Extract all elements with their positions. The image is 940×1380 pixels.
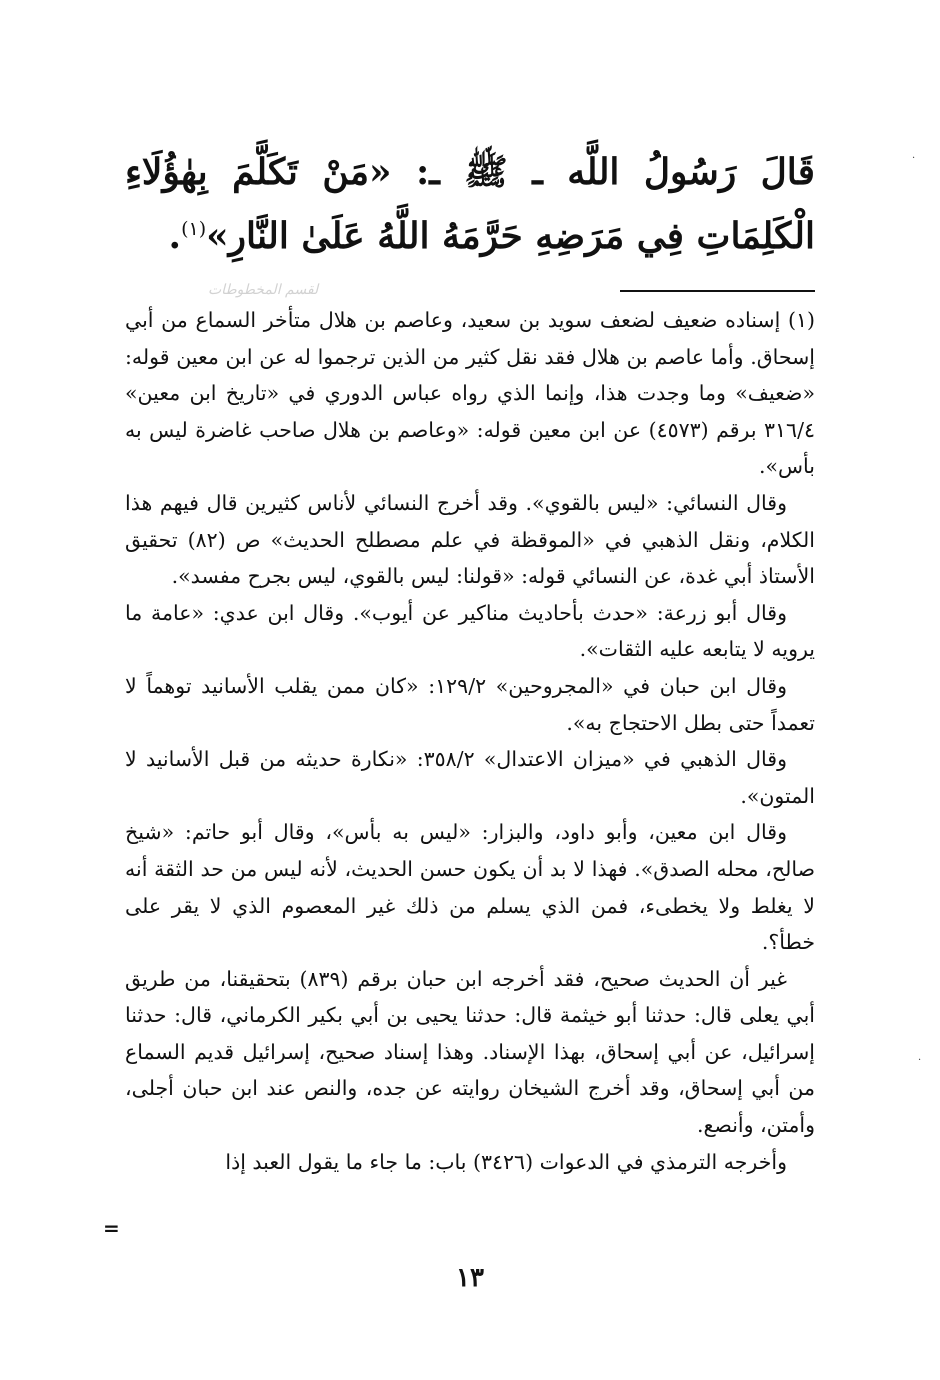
footnote-separator-line xyxy=(620,290,815,292)
page-number: ١٣ xyxy=(456,1263,484,1293)
scan-speck: · xyxy=(912,153,916,164)
scan-speck: · xyxy=(918,1055,922,1066)
footnote-paragraph: وأخرجه الترمذي في الدعوات (٣٤٢٦) باب: ما جاء ما يقول العبد إذا xyxy=(225,1149,787,1174)
footnote-paragraph: (١) إسناده ضعيف لضعف سويد بن سعيد، وعاصم بن هلال متأخر السماع من أبي إسحاق. وأما عاصم بن هلال فقد نقل كثير من الذين ترجموا له عن ابن معين قوله: «ضعيف» وما وجدت هذا، وإنما الذي رواه عباس الدوري في «تاريخ ابن معين» ٣١٦/٤ برقم (٤٥٧٣) عن ابن معين قوله: «وعاصم بن هلال صاحب غاضرة ليس به بأس». xyxy=(125,308,815,479)
footnote-paragraph: غير أن الحديث صحيح، فقد أخرجه ابن حبان برقم (٨٣٩) بتحقيقنا، من طريق أبي يعلى قال: حدثنا أبو خيثمة قال: حدثنا يحيى بن أبي بكير الكرماني، قال: حدثنا إسرائيل، عن أبي إسحاق، بهذا الإسناد. وهذا إسناد صحيح، إسرائيل قديم السماع من أبي إسحاق، وقد أخرج الشيخان روايته عن جده، والنص عند ابن حبان أجلى، وأمتن، وأنصع. xyxy=(125,966,815,1138)
footnote-paragraph: وقال ابن معين، وأبو داود، والبزار: «ليس به بأس»، وقال أبو حاتم: «شيخ صالح، محله الصدق». فهذا لا بد أن يكون حسن الحديث، لأنه ليس من حد الثقة أنه لا يغلط ولا يخطىء، فمن الذي يسلم من ذلك غير المعصوم الذي لا يقر على خطأ؟. xyxy=(125,820,815,955)
hadith-text: قَالَ رَسُولُ اللَّه ـ ﷺ ـ: «مَنْ تَكَلَّمَ بِهٰؤُلَاءِ الْكَلِمَاتِ فِي مَرَضِهِ حَرَّمَهُ اللَّهُ عَلَىٰ النَّارِ» xyxy=(125,151,815,257)
footnote-paragraph: وقال الذهبي في «ميزان الاعتدال» ٣٥٨/٢: «نكارة حديثه من قبل الأسانيد لا المتون». xyxy=(125,747,815,808)
footnote-paragraph: وقال أبو زرعة: «حدث بأحاديث مناكير عن أيوب». وقال ابن عدي: «عامة ما يرويه لا يتابعه عليه الثقات». xyxy=(125,600,815,662)
footnotes-section xyxy=(125,302,815,1180)
footnote-paragraph: وقال النسائي: «ليس بالقوي». وقد أخرج النسائي لأناس كثيرين قال فيهم هذا الكلام، ونقل الذهبي في «الموقظة في علم مصطلح الحديث» ص (٨٢) تحقيق الأستاذ أبي غدة، عن النسائي قوله: «قولنا: ليس بالقوي، ليس بجرح مفسد». xyxy=(125,490,815,589)
footnote-paragraph: وقال ابن حبان في «المجروحين» ١٢٩/٢: «كان ممن يقلب الأسانيد توهماً لا تعمداً حتى بطل الاحتجاج به». xyxy=(125,673,815,735)
hadith-text-block xyxy=(125,140,815,268)
footnote-reference[interactable]: (١) xyxy=(181,218,207,240)
continuation-mark: = xyxy=(103,1216,120,1240)
hadith-end-punctuation: . xyxy=(168,215,182,257)
faded-library-stamp: لقسم المخطوطات xyxy=(208,282,319,298)
